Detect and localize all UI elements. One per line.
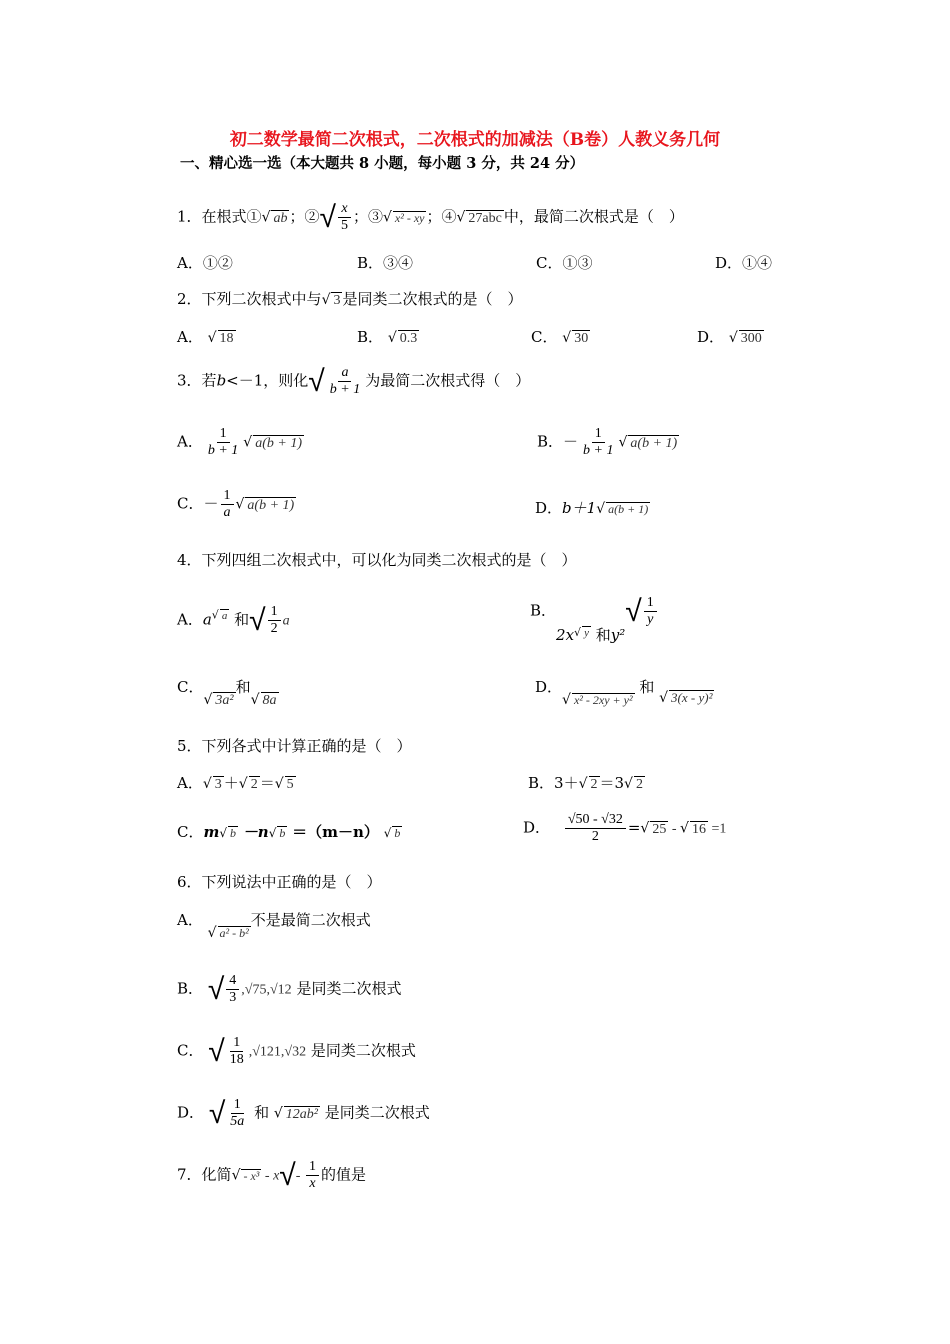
q3-fraction	[327, 365, 363, 398]
option-var: a	[202, 610, 212, 629]
option-radicand: b	[279, 826, 286, 840]
option-label: D．	[177, 1103, 205, 1122]
q2-stem-end: 是同类二次根式的是（ ）	[342, 290, 523, 308]
option-radicand: 12ab²	[285, 1106, 318, 1122]
q6-option-d[interactable]: D． √ $\frac{1}{5a}$ 和 √ 12ab² 是同类二次根式	[177, 1096, 430, 1131]
q3-stem: <－1，则化	[226, 371, 309, 390]
q1-frac-den: 5	[340, 218, 348, 233]
q3-frac-num: a	[338, 365, 351, 382]
q5-option-c[interactable]: C．m√ b －n√ b ＝（m－n） √ b	[177, 823, 401, 841]
option-term: ,√75,√12	[241, 982, 292, 998]
and-word: 和	[639, 678, 655, 696]
option-radicand: 3(x - y)²	[671, 690, 713, 705]
option-radicand: 8a	[262, 693, 277, 708]
option-var: a	[282, 613, 290, 629]
q2-option-a[interactable]: A． √ 18	[177, 328, 234, 346]
q3-stem-end: 为最简二次根式得（ ）	[365, 371, 531, 390]
question-3: 3．若b<－1，则化√ $\frac{a}{b + 1}$ 为最简二次根式得（ ）	[177, 364, 531, 399]
document-title: 初二数学最简二次根式，二次根式的加减法（B卷）人教义务几何	[229, 130, 721, 150]
option-label: B．	[177, 979, 204, 998]
q1-option-b[interactable]: B．③④	[357, 254, 414, 272]
q4-option-b[interactable]: B．$2x_√$ y 和y²√ $\frac{1}{y}$	[530, 594, 659, 629]
option-radicand: b	[394, 826, 401, 840]
option-label: C．	[177, 494, 204, 513]
option-text: 是同类二次根式	[324, 1103, 430, 1122]
q5-option-a[interactable]: A．√ 3 ＋√ 2 ＝√ 5	[177, 774, 294, 792]
option-radicand: b	[230, 826, 237, 840]
and-word: 和	[234, 610, 250, 629]
q1-sep: ；④	[426, 207, 457, 226]
q6-option-c[interactable]: C． √ $\frac{1}{18}$ ,√121,√32 是同类二次根式	[177, 1034, 416, 1069]
frac-num: 1	[231, 1097, 244, 1114]
question-1: 1．在根式①√ ab ；②√ $\frac{x}{5}$ ；③√ x² - xy ；④√ 27abc 中，最简二次根式是（ ）	[177, 200, 684, 235]
q1-sep: ；③	[352, 207, 383, 226]
q1-fraction	[338, 201, 351, 234]
option-radicand: a(b + 1)	[247, 497, 295, 513]
q1-option-c[interactable]: C．①③	[536, 254, 593, 272]
option-label: B．	[530, 601, 557, 620]
minus-sign: －	[563, 432, 579, 451]
equals-sign: ＝	[259, 774, 275, 792]
q5-option-d[interactable]: D． $\frac{√50 - √32}{2}$ =√ 25 - √ 16 =1	[523, 812, 727, 845]
q7-radicand: - x³	[243, 1168, 260, 1183]
option-radicand: a(b + 1)	[630, 435, 678, 451]
q4-stem: 下列四组二次根式中，可以化为同类二次根式的是（ ）	[201, 551, 577, 569]
option-radicand: 2	[635, 777, 643, 792]
option-label: A．	[177, 610, 203, 629]
q1-radicand-3: x² - xy	[394, 210, 425, 225]
frac-den: b + 1	[207, 443, 239, 459]
option-var: 2x	[556, 625, 575, 644]
option-term: 3＋	[554, 774, 579, 792]
option-radicand: a(b + 1)	[608, 502, 649, 516]
frac-num: 1	[592, 426, 605, 443]
frac-num: 1	[217, 426, 230, 443]
q1-option-a[interactable]: A．①②	[177, 254, 233, 272]
q3-option-a[interactable]: A． $\frac{1}{b + 1}$ √ a(b + 1)	[177, 426, 302, 459]
option-radicand: a(b + 1)	[255, 435, 302, 451]
minus-sign: －	[203, 494, 219, 513]
q1-radicand-4: 27abc	[468, 210, 502, 226]
option-label: B．	[357, 328, 384, 346]
q2-option-d[interactable]: D． √ 300	[697, 328, 762, 346]
option-var: m	[203, 823, 220, 841]
option-radicand: a² - b²	[219, 926, 249, 940]
and-word: 和	[595, 625, 611, 644]
q3-option-c[interactable]: C．－ $\frac{1}{a}$ √ a(b + 1)	[177, 488, 295, 521]
option-text: 是同类二次根式	[296, 979, 402, 998]
option-value: 300	[740, 331, 762, 346]
equals-sign: =	[627, 818, 641, 837]
option-label: C．	[531, 328, 558, 346]
frac-den: b + 1	[583, 443, 614, 459]
option-label: D．	[523, 818, 551, 837]
option-label: A．	[177, 911, 203, 929]
option-label: A．	[177, 432, 203, 451]
option-var: －n	[242, 823, 269, 841]
option-radicand: 5	[286, 777, 294, 792]
option-radicand: 2	[590, 777, 598, 792]
frac-den: 3	[229, 990, 237, 1005]
q4-number: 4．	[177, 551, 202, 569]
q7-term: - x	[261, 1168, 280, 1184]
q3-option-b[interactable]: B．－ $\frac{1}{b + 1}$ √ a(b + 1)	[537, 426, 678, 459]
q5-option-b[interactable]: B．3＋√ 2 ＝3√ 2	[528, 774, 643, 792]
option-label: A．	[177, 328, 203, 346]
option-radicand: a	[221, 609, 228, 622]
question-5	[177, 735, 412, 756]
q3-option-d[interactable]: D．b＋1√ a(b + 1)	[535, 499, 649, 517]
option-label: D．	[697, 328, 725, 346]
and-word: 和	[235, 678, 251, 696]
option-value: 30	[574, 331, 589, 346]
option-value: 18	[219, 331, 234, 346]
frac-den: a	[223, 505, 231, 521]
option-label: B．	[537, 432, 564, 451]
option-radicand: y	[584, 626, 589, 639]
option-radicand: 16	[691, 821, 706, 837]
frac-den: x	[309, 1176, 316, 1191]
q4-option-d[interactable]: D．√ x² - 2xy + y² 和 √ 3(x - y)²	[535, 678, 713, 708]
q2-option-c[interactable]: C． √ 30	[531, 328, 589, 346]
q1-number: 1．	[177, 207, 202, 226]
option-label: A．	[177, 774, 203, 792]
frac-num: 4	[226, 973, 239, 990]
q1-option-d[interactable]: D．①④	[715, 254, 773, 272]
q4-option-c[interactable]: C．√ 3a²和√ 8a	[177, 678, 277, 708]
option-term: ,√121,√32	[248, 1044, 307, 1060]
frac-num: 1	[221, 488, 234, 505]
q5-stem: 下列各式中计算正确的是（ ）	[201, 737, 412, 755]
frac-num: 1	[644, 595, 657, 612]
frac-den: 18	[229, 1052, 244, 1067]
question-6	[177, 871, 382, 892]
q2-radicand: 3	[333, 293, 341, 308]
q6-option-a[interactable]: A． √ a² - b²不是最简二次根式	[177, 911, 371, 941]
option-radicand: 2	[250, 777, 258, 792]
q4-option-a[interactable]: A．a√ a 和√ $\frac{1}{2}$ a	[177, 603, 290, 638]
frac-den: 2	[591, 829, 599, 845]
and-word: 和	[254, 1103, 270, 1122]
minus-sign: -	[295, 1168, 304, 1184]
q6-stem: 下列说法中正确的是（ ）	[201, 873, 382, 891]
frac-den: 2	[270, 621, 278, 636]
option-value: 0.3	[399, 331, 418, 346]
q1-stem: 在根式①	[201, 207, 262, 226]
q7-stem: 化简	[201, 1165, 232, 1184]
question-4	[177, 549, 577, 570]
q7-stem-end: 的值是	[320, 1165, 366, 1184]
option-label: B．	[528, 774, 555, 792]
question-7: 7．化简√ - x³ - x√- $\frac{1}{x}$ 的值是	[177, 1158, 366, 1193]
option-text: 不是最简二次根式	[250, 911, 371, 929]
option-var: y²	[610, 625, 626, 644]
question-2: 2．下列二次根式中与√ 3 是同类二次根式的是（ ）	[177, 290, 523, 308]
option-label: C．	[177, 823, 204, 841]
q5-number: 5．	[177, 737, 202, 755]
q2-stem: 下列二次根式中与	[201, 290, 322, 308]
minus-sign: -	[668, 821, 681, 837]
frac-den: y	[647, 612, 654, 627]
q2-option-b[interactable]: B． √ 0.3	[357, 328, 418, 346]
frac-num: 1	[268, 604, 281, 621]
q3-frac-den: b + 1	[329, 382, 361, 397]
section-heading: 一、精心选一选（本大题共 8 小题，每小题 3 分，共 24 分）	[180, 155, 585, 172]
plus-sign: ＋	[223, 774, 239, 792]
frac-num: 1	[306, 1159, 319, 1176]
option-label: C．	[177, 1041, 204, 1060]
option-prefix: b＋1	[562, 499, 597, 517]
option-text: 是同类二次根式	[310, 1041, 416, 1060]
option-label: D．	[535, 499, 563, 517]
q1-radicand-1: ab	[273, 210, 288, 226]
q3-stem: 若	[201, 371, 217, 390]
frac-num: √50 - √32	[565, 812, 626, 829]
q6-option-b[interactable]: B． √ $\frac{4}{3}$ ,√75,√12 是同类二次根式	[177, 972, 402, 1007]
frac-num: 1	[230, 1035, 243, 1052]
option-label: D．	[535, 678, 563, 696]
q1-sep: ；②	[289, 207, 320, 226]
q1-frac-num: x	[338, 201, 350, 218]
option-term: ＝3	[599, 774, 625, 792]
option-radicand: 25	[652, 821, 667, 837]
q7-number: 7．	[177, 1165, 202, 1184]
option-radicand: 3a²	[215, 693, 234, 708]
q3-var: b	[216, 371, 227, 390]
q1-stem-end: 中，最简二次根式是（ ）	[503, 207, 684, 226]
option-label: C．	[177, 678, 204, 696]
q6-number: 6．	[177, 873, 202, 891]
option-radicand: 3	[214, 777, 222, 792]
q3-number: 3．	[177, 371, 202, 390]
q2-number: 2．	[177, 290, 202, 308]
frac-den: 5a	[230, 1114, 245, 1129]
option-term: ＝（m－n）	[292, 823, 379, 841]
option-radicand: x² - 2xy + y²	[573, 693, 633, 707]
option-term: =1	[707, 821, 727, 837]
